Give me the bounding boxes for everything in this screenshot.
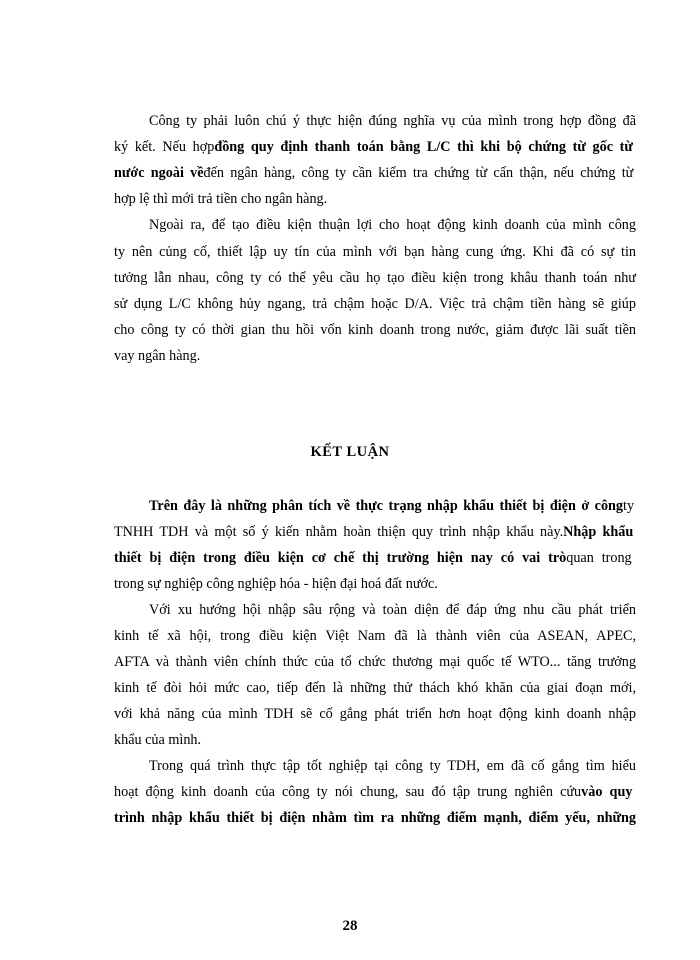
paragraph-4-line-4: kinh tế đòi hỏi mức cao, tiếp đến là những thử thách khó khăn của giai đoạn mới, xyxy=(114,680,636,696)
section-heading: KẾT LUẬN xyxy=(310,444,390,460)
paragraph-5-line-3: trình nhập khẩu thiết bị điện nhằm tìm ra những điểm mạnh, điểm yếu, những xyxy=(114,810,636,826)
paragraph-2-line-6: vay ngân hàng. xyxy=(114,348,201,364)
paragraph-2-line-1: Ngoài ra, để tạo điều kiện thuận lợi cho hoạt động kinh doanh của mình công xyxy=(149,217,636,233)
paragraph-2-line-3: tưởng lẫn nhau, công ty có thể yêu cầu họ tạo điều kiện trong khâu thanh toán như xyxy=(114,270,636,286)
paragraph-5-line-2: hoạt động kinh doanh của công ty nói chung, sau đó tập trung nghiên cứuvào quy xyxy=(114,784,633,800)
paragraph-2-line-4: sử dụng L/C không hủy ngang, trả chậm hoặc D/A. Việc trả chậm tiền hàng sẽ giúp xyxy=(114,296,636,312)
paragraph-4-line-1: Với xu hướng hội nhập sâu rộng và toàn diện để đáp ứng nhu cầu phát triển xyxy=(149,602,636,618)
paragraph-2-line-5: cho công ty có thời gian thu hồi vốn kinh doanh trong nước, giảm được lãi suất tiền xyxy=(114,322,636,338)
paragraph-3-line-2: TNHH TDH và một số ý kiến nhằm hoàn thiện quy trình nhập khẩu này.Nhập khẩu xyxy=(114,524,634,540)
paragraph-2-line-2: ty nên củng cố, thiết lập uy tín của mình với bạn hàng cung ứng. Khi đã có sự tin xyxy=(114,244,636,260)
paragraph-4-line-6: khẩu của mình. xyxy=(114,732,202,748)
paragraph-3-line-1: Trên đây là những phân tích về thực trạng nhập khẩu thiết bị điện ở côngty xyxy=(149,498,635,514)
paragraph-4-line-3: AFTA và thành viên chính thức của tổ chức thương mại quốc tế WTO... tăng trưởng xyxy=(114,654,636,670)
paragraph-1-line-2: ký kết. Nếu hợpđồng quy định thanh toán bằng L/C thì khi bộ chứng từ gốc từ xyxy=(114,139,633,155)
paragraph-5-line-1: Trong quá trình thực tập tốt nghiệp tại công ty TDH, em đã cố gắng tìm hiểu xyxy=(149,758,636,774)
paragraph-4-line-2: kinh tế xã hội, trong điều kiện Việt Nam đã là thành viên của ASEAN, APEC, xyxy=(114,628,636,644)
paragraph-4-line-5: với khả năng của mình TDH sẽ cố gắng phát triển hơn hoạt động kinh doanh nhập xyxy=(114,706,636,722)
page-number: 28 xyxy=(342,918,358,934)
paragraph-1-line-4: hợp lệ thì mới trả tiền cho ngân hàng. xyxy=(114,191,328,207)
paragraph-1-line-3: nước ngoài vềđến ngân hàng, công ty cần kiểm tra chứng từ cẩn thận, nếu chứng từ xyxy=(114,165,634,181)
paragraph-1-line-1: Công ty phải luôn chú ý thực hiện đúng nghĩa vụ của mình trong hợp đồng đã xyxy=(149,113,636,129)
paragraph-3-line-4: trong sự nghiệp công nghiệp hóa - hiện đại hoá đất nước. xyxy=(114,576,438,592)
paragraph-3-line-3: thiết bị điện trong điều kiện cơ chế thị trường hiện nay có vai tròquan trong xyxy=(114,550,632,566)
